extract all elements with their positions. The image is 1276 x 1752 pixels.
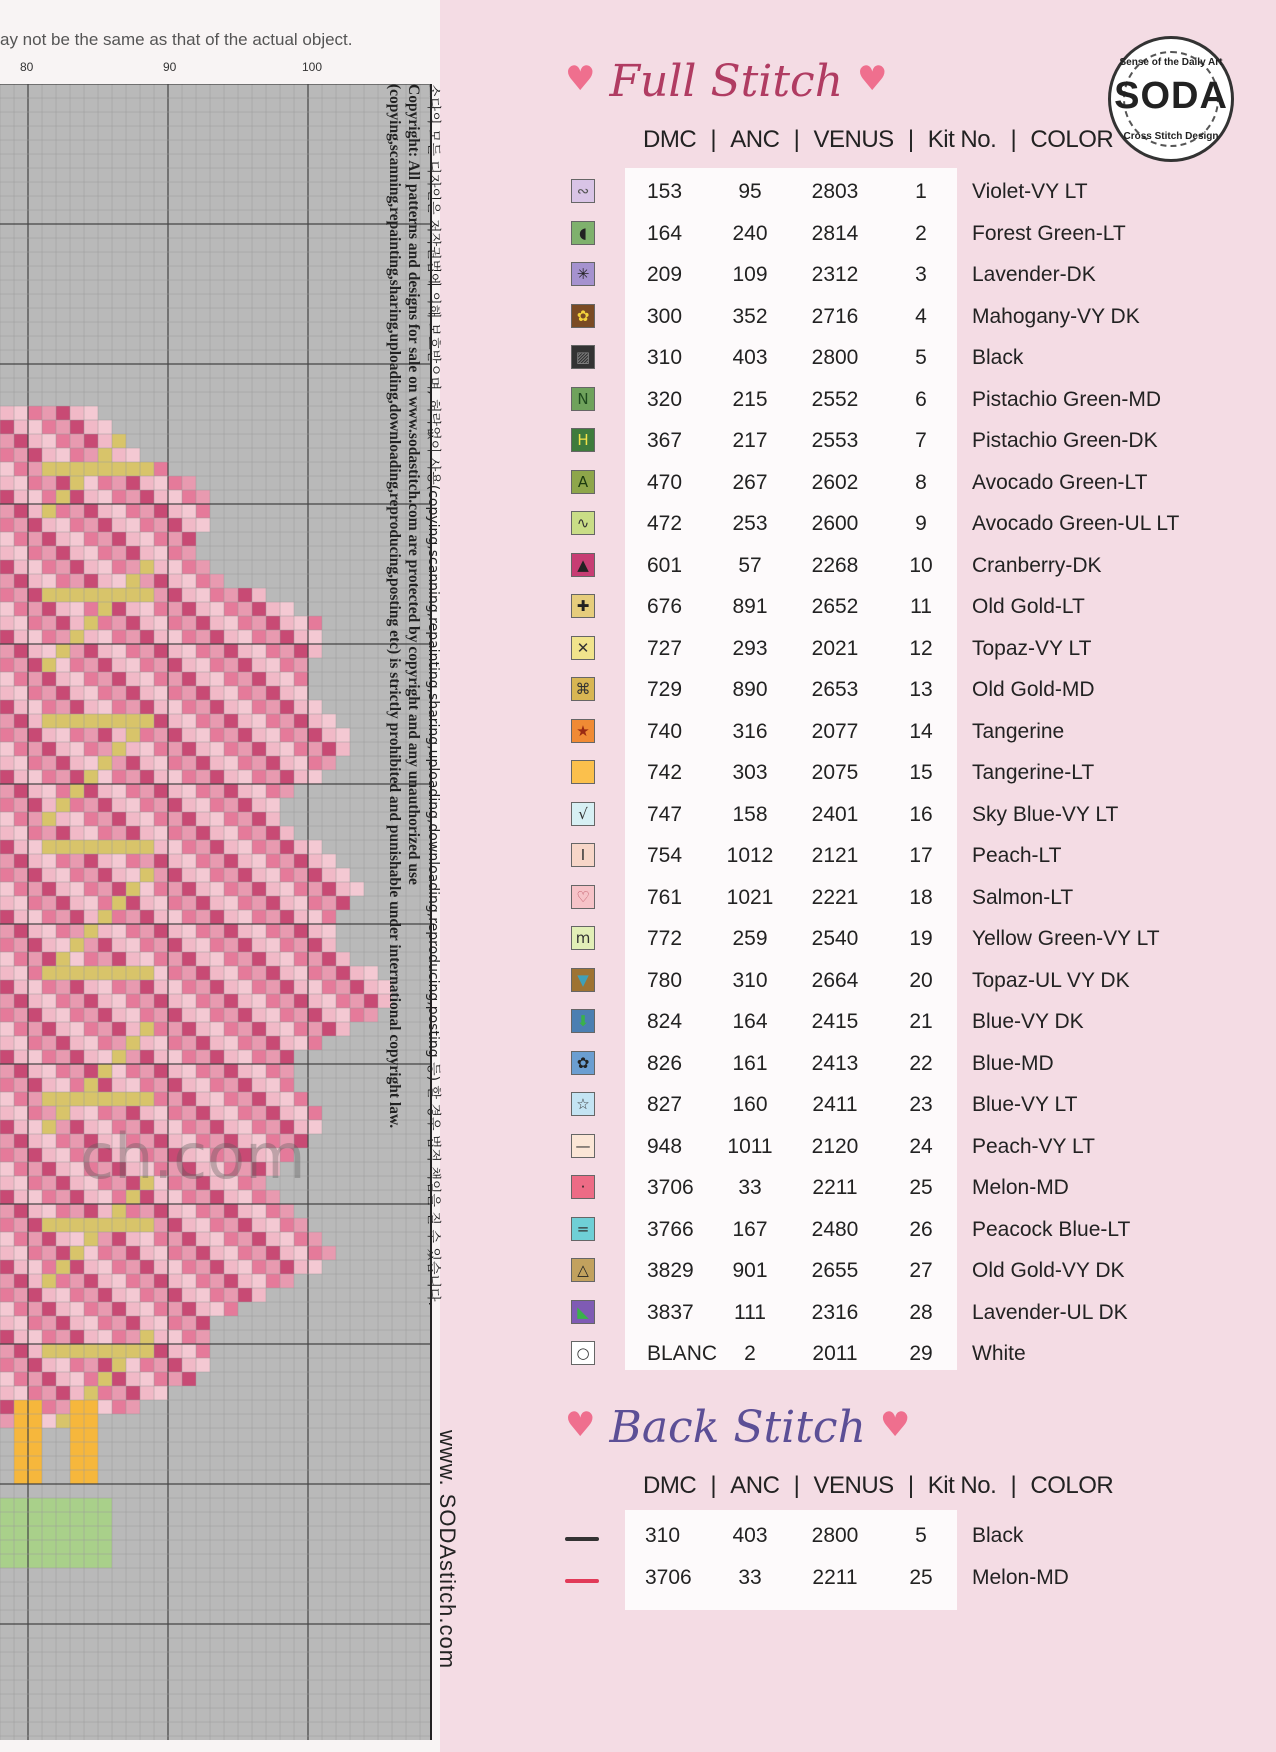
anc-code: 310 xyxy=(732,968,768,992)
header-dmc: DMC xyxy=(643,126,697,153)
anc-code: 161 xyxy=(732,1051,768,1075)
symbol-swatch: ★ xyxy=(571,719,595,743)
symbol-swatch: ▲ xyxy=(571,553,595,577)
backstitch-row xyxy=(565,1516,1265,1557)
color-name: Lavender-UL DK xyxy=(972,1300,1128,1324)
kit-number: 27 xyxy=(909,1259,933,1282)
kit-number: 1 xyxy=(915,180,927,203)
dmc-code: 310 xyxy=(647,346,683,369)
symbol-swatch: I xyxy=(571,843,595,867)
venus-code: 2800 xyxy=(811,1524,859,1547)
dmc-code: 164 xyxy=(647,221,683,245)
symbol-swatch: ▨ xyxy=(571,345,595,369)
symbol-swatch: ✿ xyxy=(571,304,595,328)
dmc-code: 772 xyxy=(647,927,683,950)
dmc-code: 761 xyxy=(647,885,683,909)
ruler-label-80: 80 xyxy=(20,60,34,74)
dmc-code: 300 xyxy=(647,304,683,328)
legend-row xyxy=(565,421,1265,462)
color-name: Old Gold-LT xyxy=(972,595,1085,618)
kit-number: 26 xyxy=(909,1217,933,1241)
symbol-swatch: ∾ xyxy=(571,179,595,203)
color-name: Blue-MD xyxy=(972,1051,1054,1075)
venus-code: 2413 xyxy=(811,1051,859,1075)
dmc-code: 153 xyxy=(647,180,683,203)
legend-row xyxy=(565,878,1265,919)
venus-code: 2411 xyxy=(812,1093,858,1116)
symbol-swatch: ✳ xyxy=(571,262,595,286)
color-name: Black xyxy=(972,1524,1024,1547)
legend-row xyxy=(565,1085,1265,1126)
dmc-code: 827 xyxy=(647,1093,683,1116)
venus-code: 2814 xyxy=(811,221,859,245)
venus-code: 2652 xyxy=(811,595,859,618)
anc-code: 1021 xyxy=(726,885,774,909)
anc-code: 33 xyxy=(738,1565,762,1589)
dmc-code: 3706 xyxy=(645,1565,692,1589)
venus-code: 2653 xyxy=(811,678,859,701)
kit-number: 16 xyxy=(909,802,933,826)
header-color: COLOR xyxy=(1030,1472,1114,1499)
symbol-swatch: △ xyxy=(571,1258,595,1282)
venus-code: 2316 xyxy=(811,1300,859,1324)
header-color: COLOR xyxy=(1030,126,1114,153)
venus-code: 2800 xyxy=(811,346,859,369)
symbol-swatch: ○ xyxy=(571,1341,595,1365)
dmc-code: 754 xyxy=(647,844,683,867)
website-url: www. SODAstitch.com xyxy=(435,1430,460,1670)
backstitch-row xyxy=(565,1558,1265,1599)
color-name: Melon-MD xyxy=(972,1565,1069,1589)
dmc-code: 824 xyxy=(647,1010,683,1033)
kit-number: 11 xyxy=(910,595,932,618)
heart-icon: ♥ xyxy=(857,59,888,99)
anc-code: 217 xyxy=(732,429,768,452)
color-name: Yellow Green-VY LT xyxy=(972,927,1160,950)
dmc-code: 470 xyxy=(647,470,683,494)
legend-row xyxy=(565,1127,1265,1168)
venus-code: 2211 xyxy=(812,1565,858,1589)
venus-code: 2540 xyxy=(811,927,859,950)
kit-number: 3 xyxy=(915,263,927,286)
legend-row xyxy=(565,753,1265,794)
color-name: Lavender-DK xyxy=(972,263,1096,286)
dmc-code: 740 xyxy=(647,719,683,743)
legend-row xyxy=(565,587,1265,628)
full-stitch-title-text: Full Stitch xyxy=(609,56,844,107)
color-name: Topaz-UL VY DK xyxy=(972,968,1130,992)
symbol-swatch: ▼ xyxy=(571,968,595,992)
color-name: Forest Green-LT xyxy=(972,221,1126,245)
kit-number: 28 xyxy=(909,1300,933,1324)
anc-code: 253 xyxy=(732,512,768,535)
heart-icon: ♥ xyxy=(565,1405,596,1445)
venus-code: 2221 xyxy=(811,885,859,909)
header-dmc: DMC xyxy=(643,1472,697,1499)
logo-word: SODA xyxy=(1114,75,1228,117)
color-name: Tangerine-LT xyxy=(972,761,1095,784)
kit-number: 13 xyxy=(909,678,933,701)
back-stitch-header: DMC | ANC | VENUS | Kit No. | COLOR xyxy=(643,1472,1114,1499)
symbol-swatch: ◖ xyxy=(571,221,595,245)
dmc-code: 742 xyxy=(647,761,683,784)
kit-number: 2 xyxy=(915,221,927,245)
color-name: Topaz-VY LT xyxy=(972,636,1092,660)
soda-logo xyxy=(1108,36,1234,162)
venus-code: 2075 xyxy=(811,761,859,784)
symbol-swatch: = xyxy=(571,1217,595,1241)
venus-code: 2655 xyxy=(811,1259,859,1282)
dmc-code: 826 xyxy=(647,1051,683,1075)
symbol-swatch: ◣ xyxy=(571,1300,595,1324)
kit-number: 17 xyxy=(909,844,933,867)
copyright-line-1: Copyright: All patterns and designs for sale on www.sodastitch.com are protected by copyright and any unauthorized use xyxy=(405,84,422,885)
venus-code: 2121 xyxy=(811,844,859,867)
anc-code: 95 xyxy=(738,180,762,203)
copyright-notice xyxy=(362,84,442,1584)
venus-code: 2120 xyxy=(811,1134,859,1158)
venus-code: 2077 xyxy=(811,719,859,743)
legend-row xyxy=(565,919,1265,960)
copyright-line-2: (copying,scanning,repainting,sharing,uploading,downloading,reproducing,posting etc) is strictly prohibited and punishable under international copyright law. xyxy=(386,84,403,1129)
anc-code: 303 xyxy=(732,761,768,784)
kit-number: 6 xyxy=(915,387,927,411)
kit-number: 23 xyxy=(909,1093,933,1116)
color-name: Cranberry-DK xyxy=(972,553,1102,577)
color-name: Mahogany-VY DK xyxy=(972,304,1140,328)
anc-code: 891 xyxy=(732,595,768,618)
dmc-code: BLANC xyxy=(647,1342,718,1365)
legend-row xyxy=(565,629,1265,670)
kit-number: 5 xyxy=(915,346,927,369)
color-name: Pistachio Green-MD xyxy=(972,387,1162,411)
anc-code: 215 xyxy=(732,387,768,411)
legend-row xyxy=(565,961,1265,1002)
back-stitch-title xyxy=(565,1402,910,1453)
kit-number: 5 xyxy=(915,1524,927,1547)
kit-number: 29 xyxy=(909,1342,933,1365)
color-name: Peacock Blue-LT xyxy=(972,1217,1131,1241)
full-stitch-header: DMC | ANC | VENUS | Kit No. | COLOR xyxy=(643,126,1114,153)
logo-arc-bottom: Cross Stitch Design xyxy=(1123,131,1219,142)
anc-code: 267 xyxy=(732,470,768,494)
header-anc: ANC xyxy=(730,126,780,153)
color-name: Peach-VY LT xyxy=(972,1134,1095,1158)
anc-code: 1011 xyxy=(727,1134,773,1158)
symbol-swatch: √ xyxy=(571,802,595,826)
legend-row xyxy=(565,1293,1265,1334)
kit-number: 21 xyxy=(909,1010,933,1033)
kit-number: 22 xyxy=(909,1051,933,1075)
venus-code: 2664 xyxy=(811,968,859,992)
kit-number: 25 xyxy=(909,1176,933,1199)
venus-code: 2415 xyxy=(811,1010,859,1033)
venus-code: 2480 xyxy=(811,1217,859,1241)
legend-row xyxy=(565,255,1265,296)
symbol-swatch: ✚ xyxy=(571,594,595,618)
anc-code: 403 xyxy=(732,1524,768,1547)
venus-code: 2011 xyxy=(812,1342,858,1365)
header-anc: ANC xyxy=(730,1472,780,1499)
anc-code: 403 xyxy=(732,346,768,369)
venus-code: 2803 xyxy=(811,180,859,203)
symbol-swatch: m xyxy=(571,926,595,950)
legend-row xyxy=(565,297,1265,338)
venus-code: 2021 xyxy=(811,636,859,660)
dmc-code: 601 xyxy=(647,553,683,577)
header-venus: VENUS xyxy=(813,1472,894,1499)
dmc-code: 3766 xyxy=(647,1217,694,1241)
kit-number: 9 xyxy=(915,512,927,535)
kit-number: 25 xyxy=(909,1565,933,1589)
color-disclaimer: ay not be the same as that of the actual object. xyxy=(0,30,353,49)
dmc-code: 727 xyxy=(647,636,683,660)
venus-code: 2716 xyxy=(811,304,859,328)
color-name: Melon-MD xyxy=(972,1176,1069,1199)
color-name: Avocado Green-UL LT xyxy=(972,512,1180,535)
color-name: White xyxy=(972,1342,1026,1365)
kit-number: 8 xyxy=(915,470,927,494)
dmc-code: 3706 xyxy=(647,1176,694,1199)
anc-code: 2 xyxy=(744,1342,756,1365)
anc-code: 352 xyxy=(732,304,768,328)
color-name: Blue-VY DK xyxy=(972,1010,1084,1033)
legend-row xyxy=(565,504,1265,545)
venus-code: 2401 xyxy=(811,802,859,826)
legend-row xyxy=(565,546,1265,587)
anc-code: 111 xyxy=(734,1300,766,1324)
kit-number: 24 xyxy=(909,1134,933,1158)
color-name: Tangerine xyxy=(972,719,1065,743)
kit-number: 10 xyxy=(909,553,933,577)
backstitch-line-swatch xyxy=(565,1537,599,1541)
backstitch-line-swatch xyxy=(565,1579,599,1583)
dmc-code: 3837 xyxy=(647,1300,694,1324)
color-name: Blue-VY LT xyxy=(972,1093,1078,1116)
venus-code: 2268 xyxy=(811,553,859,577)
symbol-swatch: · xyxy=(571,1175,595,1199)
anc-code: 259 xyxy=(732,927,768,950)
ruler-label-100: 100 xyxy=(302,60,323,74)
symbol-swatch: ⌘ xyxy=(571,677,595,701)
legend-row xyxy=(565,1334,1265,1375)
venus-code: 2211 xyxy=(812,1176,858,1199)
header-kit: Kit No. xyxy=(927,126,997,153)
kit-number: 7 xyxy=(915,429,927,452)
legend-row xyxy=(565,1210,1265,1251)
symbol-swatch xyxy=(571,760,595,784)
anc-code: 316 xyxy=(732,719,768,743)
symbol-swatch: H xyxy=(571,428,595,452)
dmc-code: 676 xyxy=(647,595,683,618)
dmc-code: 310 xyxy=(645,1524,681,1547)
color-name: Pistachio Green-DK xyxy=(972,429,1158,452)
anc-code: 109 xyxy=(732,263,768,286)
color-name: Violet-VY LT xyxy=(972,180,1088,203)
kit-number: 20 xyxy=(909,968,933,992)
color-name: Old Gold-VY DK xyxy=(972,1259,1125,1282)
venus-code: 2600 xyxy=(811,512,859,535)
kit-number: 4 xyxy=(915,304,927,328)
symbol-swatch: ✿ xyxy=(571,1051,595,1075)
venus-code: 2553 xyxy=(811,429,859,452)
dmc-code: 209 xyxy=(647,263,683,286)
anc-code: 901 xyxy=(732,1259,768,1282)
heart-icon: ♥ xyxy=(879,1405,911,1445)
symbol-swatch: ☆ xyxy=(571,1092,595,1116)
legend-row xyxy=(565,1251,1265,1292)
anc-code: 160 xyxy=(732,1093,768,1116)
logo-arc-top: Sense of the Daily Art xyxy=(1119,57,1223,68)
dmc-code: 729 xyxy=(647,678,683,701)
venus-code: 2552 xyxy=(811,387,859,411)
dmc-code: 3829 xyxy=(647,1259,694,1282)
watermark: ch.com xyxy=(80,1120,306,1193)
kit-number: 18 xyxy=(909,885,933,909)
full-stitch-title xyxy=(565,56,888,107)
dmc-code: 948 xyxy=(647,1134,683,1158)
symbol-swatch: N xyxy=(571,387,595,411)
ruler-label-90: 90 xyxy=(163,60,177,74)
dmc-code: 780 xyxy=(647,968,683,992)
anc-code: 33 xyxy=(738,1176,762,1199)
symbol-swatch: A xyxy=(571,470,595,494)
color-name: Sky Blue-VY LT xyxy=(972,802,1119,826)
color-name: Old Gold-MD xyxy=(972,678,1095,701)
kit-number: 14 xyxy=(909,719,933,743)
kit-number: 15 xyxy=(909,761,933,784)
dmc-code: 747 xyxy=(647,802,683,826)
symbol-swatch: ∿ xyxy=(571,511,595,535)
legend-row xyxy=(565,172,1265,213)
legend-row xyxy=(565,795,1265,836)
legend-row xyxy=(565,463,1265,504)
dmc-code: 367 xyxy=(647,429,683,452)
legend-row xyxy=(565,380,1265,421)
anc-code: 293 xyxy=(732,636,768,660)
color-name: Black xyxy=(972,346,1024,369)
color-name: Salmon-LT xyxy=(972,885,1074,909)
dmc-code: 472 xyxy=(647,512,683,535)
heart-icon: ♥ xyxy=(565,59,596,99)
legend-row xyxy=(565,670,1265,711)
anc-code: 1012 xyxy=(726,844,774,867)
legend-row xyxy=(565,338,1265,379)
symbol-swatch: ⬇ xyxy=(571,1009,595,1033)
legend-row xyxy=(565,1044,1265,1085)
header-venus: VENUS xyxy=(813,126,894,153)
anc-code: 158 xyxy=(732,802,768,826)
dmc-code: 320 xyxy=(647,387,683,411)
legend-row xyxy=(565,1168,1265,1209)
color-name: Peach-LT xyxy=(972,844,1062,867)
symbol-swatch: — xyxy=(571,1134,595,1158)
venus-code: 2312 xyxy=(811,263,859,286)
color-name: Avocado Green-LT xyxy=(972,470,1148,494)
anc-code: 890 xyxy=(732,678,768,701)
symbol-swatch: ✕ xyxy=(571,636,595,660)
back-stitch-title-text: Back Stitch xyxy=(609,1402,866,1453)
kit-number: 12 xyxy=(909,636,933,660)
kit-number: 19 xyxy=(909,927,933,950)
header-kit: Kit No. xyxy=(927,1472,997,1499)
anc-code: 167 xyxy=(732,1217,768,1241)
copyright-korean: 소다의 모든 디자인은 저작권법에 의해 보호받으며, 허락없이 사용(copying,scanning,repainting,sharing,uploading,downloading,reproducing,posting 등) 할 경우 법적 책임을 질 수 있습니다. xyxy=(425,84,441,1306)
venus-code: 2602 xyxy=(811,470,859,494)
legend-row xyxy=(565,1002,1265,1043)
legend-row xyxy=(565,214,1265,255)
legend-row xyxy=(565,712,1265,753)
symbol-swatch: ♡ xyxy=(571,885,595,909)
anc-code: 240 xyxy=(732,221,768,245)
legend-row xyxy=(565,836,1265,877)
anc-code: 164 xyxy=(732,1010,768,1033)
anc-code: 57 xyxy=(738,553,762,577)
